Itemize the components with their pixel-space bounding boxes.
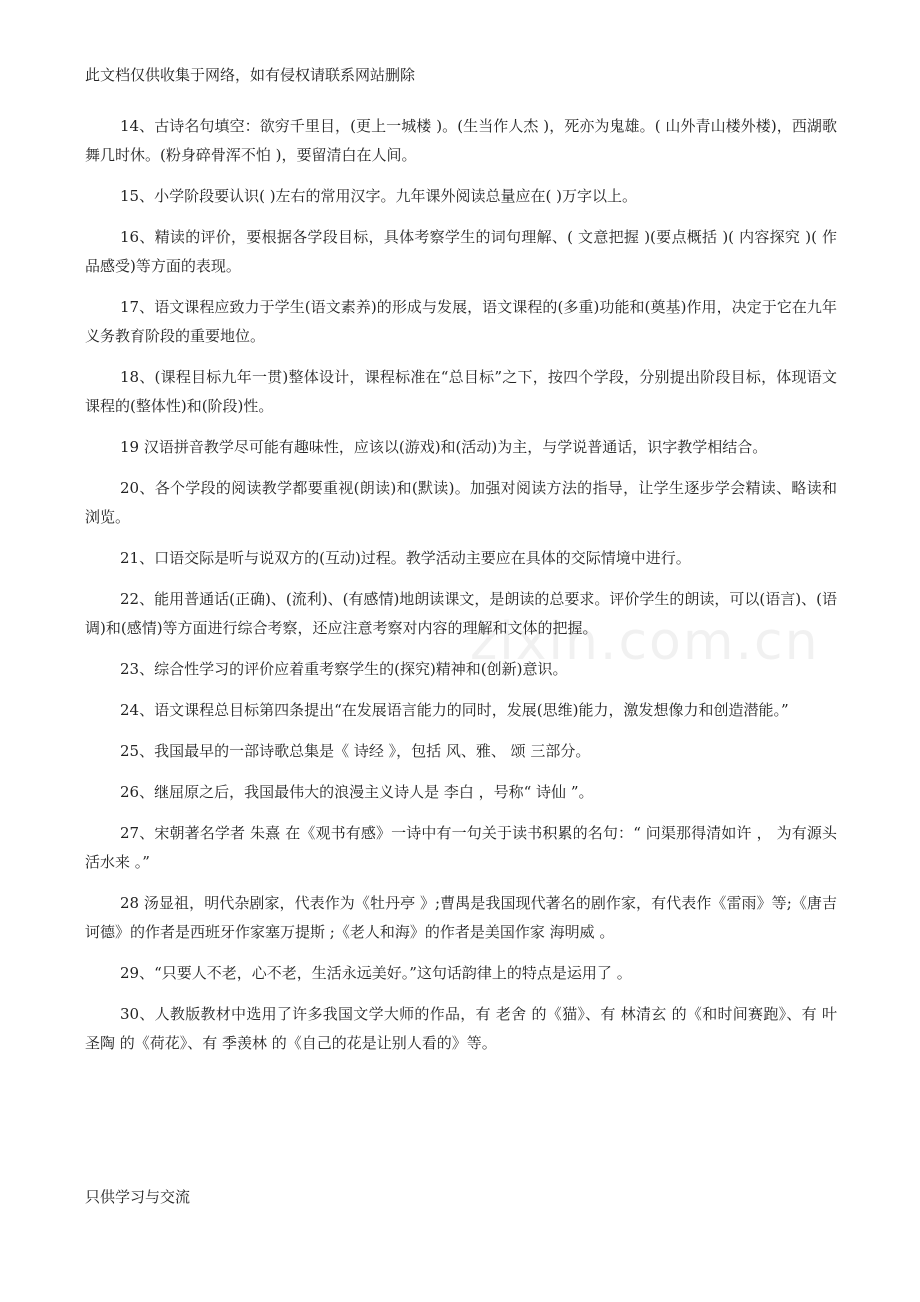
question-item-26: 26、继屈原之后，我国最伟大的浪漫主义诗人是 李白 ，号称“ 诗仙 ”。 [120, 783, 594, 801]
question-item-28: 28 汤显祖，明代杂剧家，代表作为《牡丹亭 》;曹禺是我国现代著名的剧作家，有代表作《雷雨》等;《唐吉诃德》的作者是西班牙作家塞万提斯 ;《老人和海》的作者是美国作家 海明威 。 [85, 894, 837, 941]
question-item-15: 15、小学阶段要认识( )左右的常用汉字。九年课外阅读总量应在( )万字以上。 [120, 187, 638, 205]
question-item-17: 17、语文课程应致力于学生(语文素养)的形成与发展，语文课程的(多重)功能和(奠基)作用，决定于它在九年义务教育阶段的重要地位。 [85, 298, 837, 345]
question-item-16: 16、精读的评价，要根据各学段目标，具体考察学生的词句理解、( 文意把握 )(要点概括 )( 内容探究 )( 作品感受)等方面的表现。 [85, 228, 837, 275]
watermark-text: zixin.com.cn [470, 612, 820, 672]
footer-note: 只供学习与交流 [85, 1188, 191, 1206]
question-list [85, 112, 837, 1070]
question-item-14: 14、古诗名句填空：欲穷千里目，(更上一城楼 )。(生当作人杰 )，死亦为鬼雄。( 山外青山楼外楼)，西湖歌舞几时休。(粉身碎骨浑不怕 )，要留清白在人间。 [85, 117, 837, 164]
question-item-21: 21、口语交际是听与说双方的(互动)过程。教学活动主要应在具体的交际情境中进行。 [120, 549, 691, 567]
question-item-19: 19 汉语拼音教学尽可能有趣味性，应该以(游戏)和(活动)为主，与学说普通话，识字教学相结合。 [120, 438, 768, 456]
question-item-22: 22、能用普通话(正确)、(流利)、(有感情)地朗读课文，是朗读的总要求。评价学生的朗读，可以(语言)、(语调)和(感情)等方面进行综合考察，还应注意考察对内容的理解和文体的把握。 [85, 590, 837, 637]
question-item-27: 27、宋朝著名学者 朱熹 在《观书有感》一诗中有一句关于读书积累的名句：“ 问渠那得清如许 ， 为有源头活水来 。” [85, 824, 837, 871]
question-item-30: 30、人教版教材中选用了许多我国文学大师的作品，有 老舍 的《猫》、有 林清玄 的《和时间赛跑》、有 叶圣陶 的《荷花》、有 季羡林 的《自己的花是让别人看的》等。 [85, 1005, 837, 1052]
question-item-18: 18、(课程目标九年一贯)整体设计，课程标准在“总目标”之下，按四个学段，分别提出阶段目标，体现语文课程的(整体性)和(阶段)性。 [85, 368, 837, 415]
question-item-23: 23、综合性学习的评价应着重考察学生的(探究)精神和(创新)意识。 [120, 660, 568, 678]
question-item-25: 25、我国最早的一部诗歌总集是《 诗经 》，包括 风、雅、 颂 三部分。 [120, 742, 591, 760]
header-disclaimer: 此文档仅供收集于网络，如有侵权请联系网站删除 [85, 66, 416, 84]
question-item-20: 20、各个学段的阅读教学都要重视(朗读)和(默读)。加强对阅读方法的指导，让学生逐步学会精读、略读和浏览。 [85, 479, 837, 526]
question-item-24: 24、语文课程总目标第四条提出“在发展语言能力的同时，发展(思维)能力，激发想像力和创造潜能。” [120, 701, 789, 719]
question-item-29: 29、“只要人不老，心不老，生活永远美好。”这句话韵律上的特点是运用了 。 [120, 964, 632, 982]
